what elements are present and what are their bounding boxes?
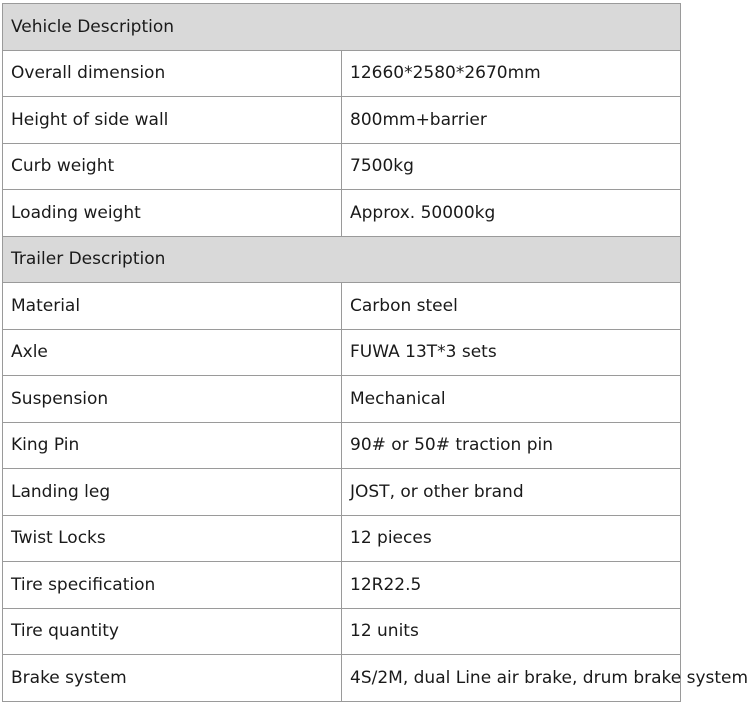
spec-label: Height of side wall [3,97,342,144]
spec-value: 7500kg [342,143,681,190]
spec-value: 12R22.5 [342,562,681,609]
spec-value: 12 units [342,608,681,655]
spec-label: Material [3,283,342,330]
spec-value: Mechanical [342,376,681,423]
spec-label: Loading weight [3,190,342,237]
section-title: Trailer Description [3,236,681,283]
spec-row [3,515,681,562]
spec-value: 4S/2M, dual Line air brake, drum brake system [342,655,681,702]
spec-label: Curb weight [3,143,342,190]
vehicle-spec-table [2,3,748,702]
spec-row [3,50,681,97]
spec-value: FUWA 13T*3 sets [342,329,681,376]
spec-label: Axle [3,329,342,376]
spec-row [3,283,681,330]
spec-value: Approx. 50000kg [342,190,681,237]
spec-row [3,143,681,190]
spec-row [3,608,681,655]
spec-row [3,376,681,423]
spec-value: 12 pieces [342,515,681,562]
spec-row [3,329,681,376]
spec-row [3,97,681,144]
spec-label: Landing leg [3,469,342,516]
spec-label: Overall dimension [3,50,342,97]
spec-label: Tire quantity [3,608,342,655]
spec-value: 90# or 50# traction pin [342,422,681,469]
spec-row [3,422,681,469]
spec-label: Twist Locks [3,515,342,562]
section-header-row [3,236,681,283]
spec-row [3,655,681,702]
spec-row [3,562,681,609]
section-title: Vehicle Description [3,4,681,51]
spec-label: Brake system [3,655,342,702]
spec-label: Tire specification [3,562,342,609]
section-header-row [3,4,681,51]
spec-value: 800mm+barrier [342,97,681,144]
spec-value: JOST, or other brand [342,469,681,516]
spec-label: King Pin [3,422,342,469]
spec-row [3,469,681,516]
spec-value: 12660*2580*2670mm [342,50,681,97]
spec-label: Suspension [3,376,342,423]
spec-row [3,190,681,237]
spec-value: Carbon steel [342,283,681,330]
